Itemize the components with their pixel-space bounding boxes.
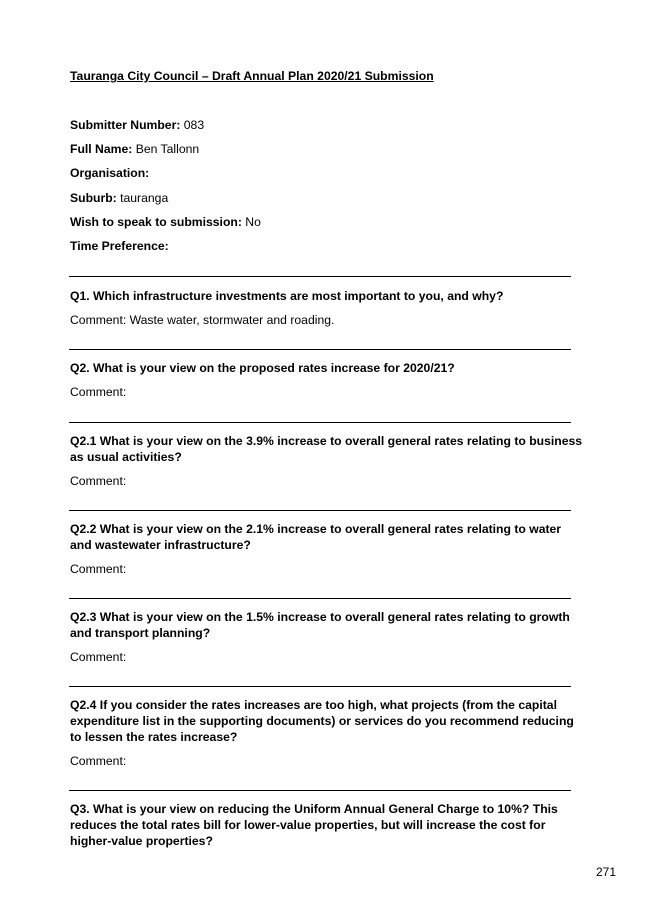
field-value: 083 bbox=[180, 118, 205, 132]
field-time-preference bbox=[70, 239, 169, 253]
question-q2-2: Q2.2 What is your view on the 2.1% increase to overall general rates relating to water and wastewater infrastructure? bbox=[70, 522, 562, 552]
field-wish-to-speak bbox=[70, 215, 261, 229]
field-label: Submitter Number: bbox=[70, 118, 181, 132]
question-q2: Q2. What is your view on the proposed rates increase for 2020/21? bbox=[70, 361, 455, 375]
field-label: Wish to speak to submission: bbox=[70, 215, 242, 229]
question-q3: Q3. What is your view on reducing the Uniform Annual General Charge to 10%? This reduces the total rates bill for lower-value properties, but will increase the cost for higher-value properties? bbox=[70, 802, 558, 848]
field-submitter-number bbox=[70, 118, 204, 132]
field-label: Organisation: bbox=[70, 166, 150, 180]
comment-q2-1: Comment: bbox=[70, 474, 127, 488]
divider bbox=[69, 510, 571, 511]
field-value: No bbox=[241, 215, 261, 229]
field-suburb bbox=[70, 191, 168, 205]
page-number: 271 bbox=[596, 865, 617, 879]
comment-q1: Comment: Waste water, stormwater and roading. bbox=[70, 313, 335, 327]
field-label: Suburb: bbox=[70, 191, 117, 205]
field-organisation bbox=[70, 166, 149, 180]
question-q2-3: Q2.3 What is your view on the 1.5% increase to overall general rates relating to growth and transport planning? bbox=[70, 610, 570, 640]
question-q2-4: Q2.4 If you consider the rates increases are too high, what projects (from the capital expenditure list in the supporting documents) or services do you recommend reducing to lessen the rates increase? bbox=[70, 698, 574, 744]
divider bbox=[69, 686, 571, 687]
divider bbox=[69, 276, 571, 277]
question-q2-1: Q2.1 What is your view on the 3.9% increase to overall general rates relating to business as usual activities? bbox=[70, 434, 583, 464]
question-q1: Q1. Which infrastructure investments are most important to you, and why? bbox=[70, 289, 504, 303]
field-value: tauranga bbox=[116, 191, 169, 205]
field-label: Time Preference: bbox=[70, 239, 169, 253]
field-full-name bbox=[70, 142, 199, 156]
divider bbox=[69, 422, 571, 423]
field-value: Ben Tallonn bbox=[132, 142, 200, 156]
comment-q2-2: Comment: bbox=[70, 562, 127, 576]
divider bbox=[69, 349, 571, 350]
document-title: Tauranga City Council – Draft Annual Plan 2020/21 Submission bbox=[70, 69, 434, 83]
divider bbox=[69, 598, 571, 599]
comment-q2-4: Comment: bbox=[70, 754, 127, 768]
field-label: Full Name: bbox=[70, 142, 133, 156]
comment-q2-3: Comment: bbox=[70, 650, 127, 664]
divider bbox=[69, 790, 571, 791]
comment-q2: Comment: bbox=[70, 385, 127, 399]
